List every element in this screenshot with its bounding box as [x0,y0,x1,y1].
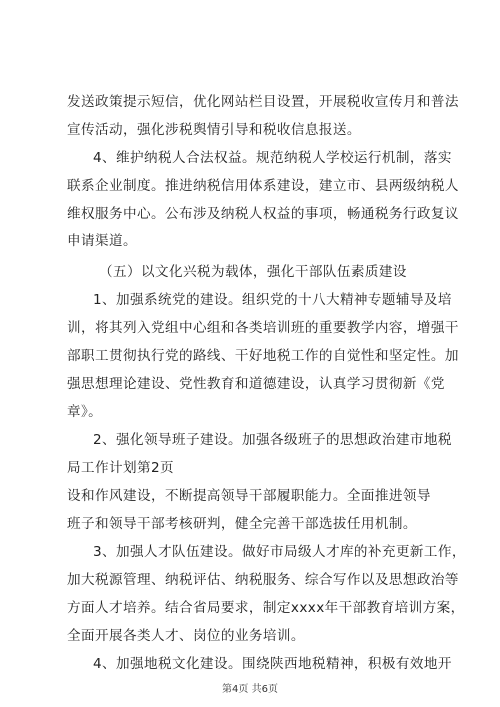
text-line: 全面开展各类人才、岗位的业务培训。 [67,628,305,644]
paragraph-start-line: 4、加强地税文化建设。围绕陕西地税精神，积极有效地开 [93,656,452,672]
text-line: 申请渠道。 [67,233,137,249]
text-line: 训，将其列入党组中心组和各类培训班的重要教学内容，增强干 [67,320,459,336]
text-line: 部职工贯彻执行党的路线、干好地税工作的自觉性和坚定性。加 [67,348,459,364]
text-line: 设和作风建设，不断提高领导干部履职能力。全面推进领导 [67,488,431,504]
text-line: 强思想理论建设、党性教育和道德建设，认真学习贯彻新《党 [67,376,445,392]
text-line: 班子和领导干部考核研判，健全完善干部选拔任用机制。 [67,516,417,532]
paragraph-start-line: 1、加强系统党的建设。组织党的十八大精神专题辅导及培 [93,292,452,308]
paragraph-start-line: 3、加强人才队伍建设。做好市局级人才库的补充更新工作， [93,544,466,560]
paragraph-start-line: 4、维护纳税人合法权益。规范纳税人学校运行机制，落实 [93,150,452,166]
text-line: 维权服务中心。公布涉及纳税人权益的事项，畅通税务行政复议 [67,206,459,222]
page-number-footer: 第4页 共6页 [222,684,278,695]
text-line: 方面人才培养。结合省局要求，制定xxxx年干部教育培训方案， [67,600,465,616]
text-line: 局工作计划第2页 [67,460,175,476]
section-heading: （五）以文化兴税为载体，强化干部队伍素质建设 [99,264,407,280]
paragraph-start-line: 2、强化领导班子建设。加强各级班子的思想政治建市地税 [93,432,452,448]
text-line: 发送政策提示短信，优化网站栏目设置，开展税收宣传月和普法 [67,94,459,110]
text-line: 宣传活动，强化涉税舆情引导和税收信息报送。 [67,122,361,138]
text-line: 加大税源管理、纳税评估、纳税服务、综合写作以及思想政治等 [67,572,459,588]
text-line: 章》。 [67,404,103,420]
text-line: 联系企业制度。推进纳税信用体系建设，建立市、县两级纳税人 [67,178,459,194]
